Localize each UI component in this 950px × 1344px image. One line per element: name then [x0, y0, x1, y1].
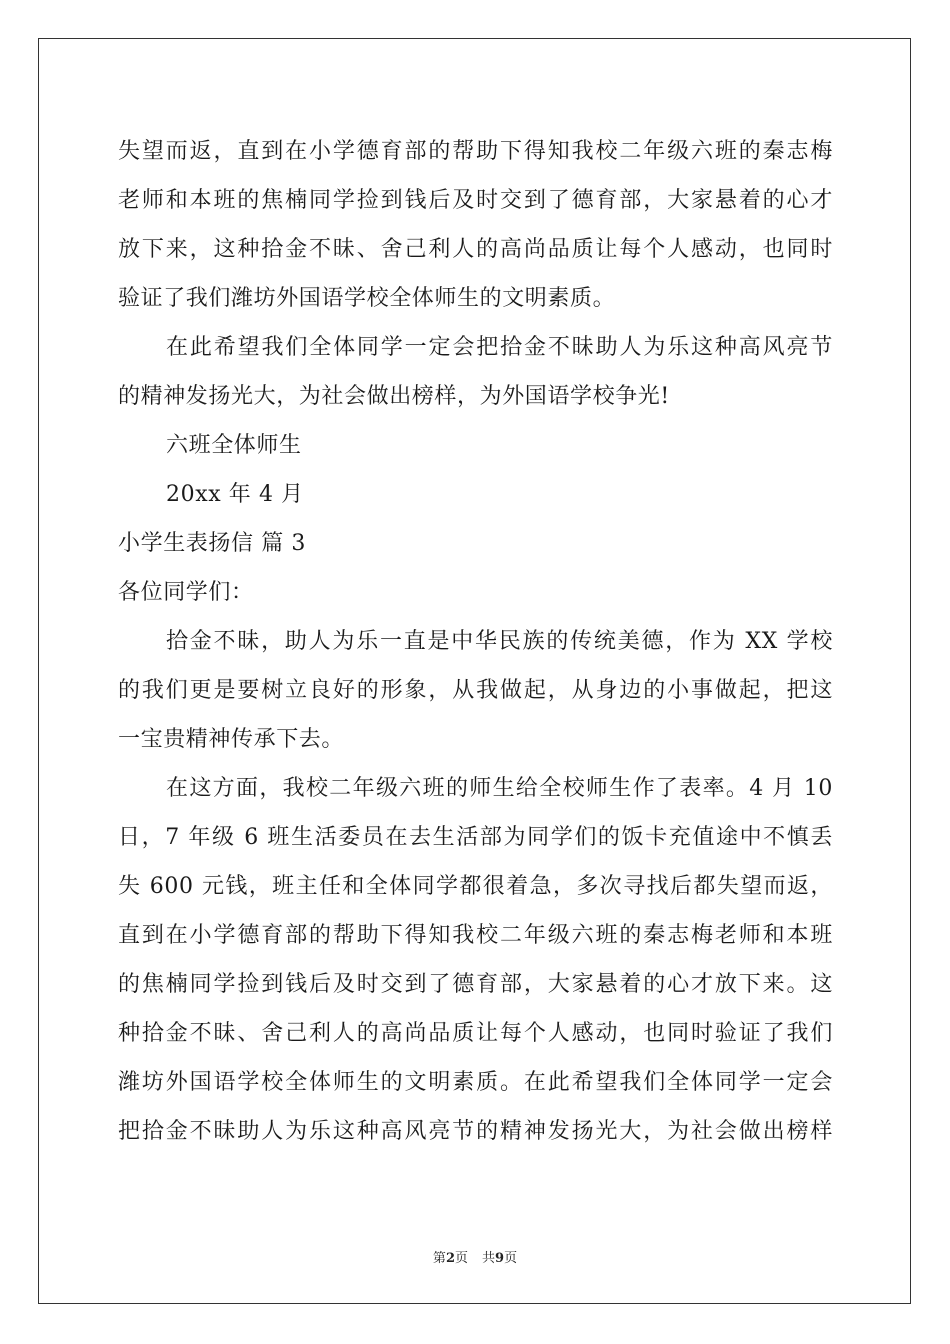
signature-line: 六班全体师生 [166, 433, 302, 458]
page-prefix: 第 [432, 1251, 446, 1266]
page-footer [0, 1247, 950, 1266]
paragraph-line: 失望而返，直到在小学德育部的帮助下得知我校二年级六班的秦志梅 [118, 139, 833, 164]
page-number: 2 [445, 1251, 455, 1266]
paragraph-line: 的精神发扬光大，为社会做出榜样，为外国语学校争光! [118, 384, 670, 409]
paragraph-line: 拾金不昧，助人为乐一直是中华民族的传统美德，作为 XX 学校 [166, 629, 833, 654]
paragraph-line: 失 600 元钱，班主任和全体同学都很着急，多次寻找后都失望而返， [118, 874, 833, 899]
paragraph-line: 一宝贵精神传承下去。 [118, 727, 345, 752]
section-heading: 小学生表扬信 篇 3 [118, 531, 306, 556]
paragraph-line: 放下来，这种拾金不昧、舍己利人的高尚品质让每个人感动，也同时 [118, 237, 833, 262]
total-pages: 9 [495, 1251, 505, 1266]
document-body [118, 127, 833, 1156]
paragraph-line: 老师和本班的焦楠同学捡到钱后及时交到了德育部，大家悬着的心才 [118, 188, 833, 213]
date-line: 20xx 年 4 月 [166, 482, 304, 507]
paragraph-line: 的我们更是要树立良好的形象，从我做起，从身边的小事做起，把这 [118, 678, 833, 703]
paragraph-line: 种拾金不昧、舍己利人的高尚品质让每个人感动，也同时验证了我们 [118, 1021, 833, 1046]
total-suffix: 页 [504, 1251, 518, 1266]
paragraph-line: 把拾金不昧助人为乐这种高风亮节的精神发扬光大，为社会做出榜样 [118, 1119, 833, 1144]
paragraph-line: 直到在小学德育部的帮助下得知我校二年级六班的秦志梅老师和本班 [118, 923, 833, 948]
salutation: 各位同学们： [118, 580, 254, 605]
paragraph-line: 潍坊外国语学校全体师生的文明素质。在此希望我们全体同学一定会 [118, 1070, 833, 1095]
paragraph-line: 验证了我们潍坊外国语学校全体师生的文明素质。 [118, 286, 616, 311]
paragraph-line: 在这方面，我校二年级六班的师生给全校师生作了表率。4 月 10 [166, 776, 833, 801]
page-suffix: 页 [454, 1251, 468, 1266]
paragraph-line: 日，7 年级 6 班生活委员在去生活部为同学们的饭卡充值途中不慎丢 [118, 825, 833, 850]
paragraph-line: 的焦楠同学捡到钱后及时交到了德育部，大家悬着的心才放下来。这 [118, 972, 833, 997]
total-prefix: 共 [482, 1251, 496, 1266]
paragraph-line: 在此希望我们全体同学一定会把拾金不昧助人为乐这种高风亮节 [166, 335, 833, 360]
